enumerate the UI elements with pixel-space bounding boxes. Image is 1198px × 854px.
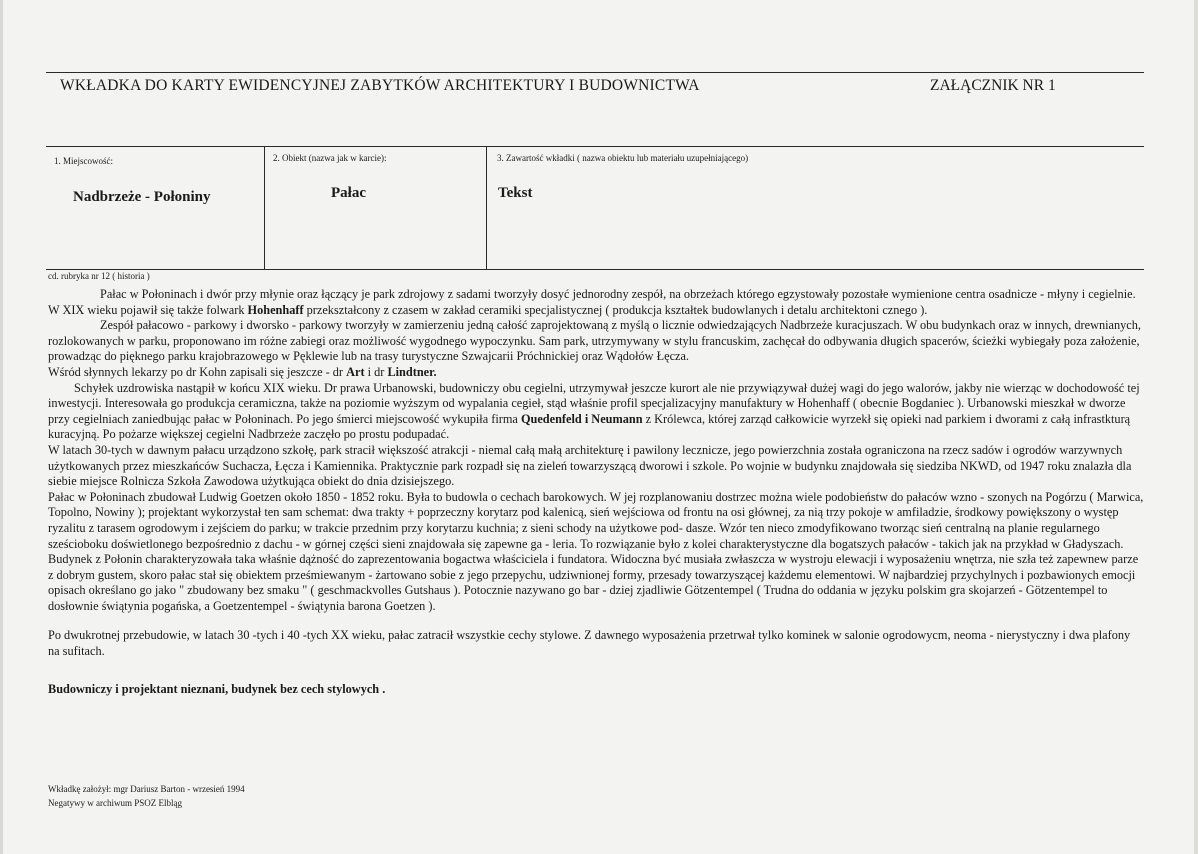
paragraph-1	[48, 287, 1144, 318]
paragraph-2: Zespół pałacowo - parkowy i dworsko - parkowy tworzyły w zamierzeniu jedną całość zaprojektowaną z myślą o licznie odwiedzających Nadbrzeże kuracjuszach. W obu budynkach oraz w innych, drewnianych, rozlokowanych w parku, proponowano im różne zabiegi oraz możliwość wygodnego wypoczynku. Sam park, utrzymywany w stylu francuskim, zachęcał do odbywania długich spacerów, ścieżki wybiegały poza założenie, prowadząc do pięknego parku krajobrazowego w Pęklewie lub na trasy turystyczne Szwajcarii Próchnickiej oraz Wądołów Łęcza.	[48, 318, 1141, 364]
form-header	[46, 72, 1144, 94]
object-label: 2. Obiekt (nazwa jak w karcie):	[273, 153, 387, 163]
rubric-note: cd. rubryka nr 12 ( historia )	[48, 271, 150, 281]
paragraph-4-bold: Quedenfeld i Neumann	[520, 411, 643, 426]
history-text	[48, 287, 1144, 697]
paragraph-4	[48, 381, 1144, 443]
paragraph-3-mid: i dr	[364, 364, 388, 379]
footer	[48, 783, 245, 810]
conclusion: Budowniczy i projektant nieznani, budynek bez cech stylowych .	[48, 681, 386, 696]
locality-value: Nadbrzeże - Połoniny	[73, 189, 211, 205]
locality-cell	[46, 147, 264, 269]
contents-label: 3. Zawartość wkładki ( nazwa obiektu lub materiału uzupełniającego)	[497, 153, 749, 163]
paragraph-3-bold-1: Art	[346, 364, 365, 379]
paragraph-4-text: Schyłek uzdrowiska nastąpił w końcu XIX wieku. Dr prawa Urbanowski, budowniczy obu cegielni, utrzymywał jeszcze kurort ale nie przywiązywał dużej wagi do jego walorów, jakby nie wierząc w dochodowość tej inwestycji. Interesowała go produkcja ceramiczna, także na poziomie wyższym od wypalania cegieł, stąd właśnie profil specjalizacyjny manufaktury w Hohenhaff ( obecnie Bogdaniec ). Urbanowski mieszkał w dworze przy cegielniach zaniedbując pałac w Połoninach. Po jego śmierci miejscowość wykupiła firma	[48, 380, 1140, 426]
paragraph-3-text: Wśród słynnych lekarzy po dr Kohn zapisali się jeszcze - dr	[48, 364, 347, 379]
object-value: Pałac	[331, 185, 366, 201]
paragraph-5: W latach 30-tych w dawnym pałacu urządzono szkołę, park stracił większość atrakcji - niemal całą małą architekturę i pawilony lecznicze, jego powierzchnia została ograniczona na rzecz sadów i ogrodów warzywnych użytkowanych przez mieszkańców Suchacza, Łęcza i Kamiennika. Praktycznie park rozpadł się na zieleń towarzyszącą dworowi i szkole. Po wojnie w budynku znajdowała się siedziba NKWD, od 1947 roku znalazła dla siebie miejsce Rolnicza Szkoła Zawodowa użytkująca obiekt do dnia dzisiejszego.	[48, 442, 1132, 489]
form-title: WKŁADKA DO KARTY EWIDENCYJNEJ ZABYTKÓW ARCHITEKTURY I BUDOWNICTWA	[60, 77, 700, 94]
negatives-note: Negatywy w archiwum PSOZ Elbląg	[48, 797, 182, 808]
contents-value: Tekst	[498, 185, 533, 201]
object-cell	[264, 147, 486, 269]
locality-label: 1. Miejscowość:	[54, 156, 113, 166]
paragraph-3-bold-2: Lindtner.	[387, 364, 437, 379]
paragraph-7: Budynek z Połonin charakteryzowała taka właśnie dążność do zaprezentowania bogactwa właściciela i fundatora. Widoczna być musiała zwłaszcza w wystroju elewacji i wyposażeniu wnętrza, nie szła też zapewnew parze z dobrym gustem, skoro pałac stał się obiektem prześmiewanym - żartowano sobie z jego przepychu, udziwnionej formy, przesady towarzyszącej każdemu elementowi. W najbardziej przychylnych i pozbawionych emocji opisach określano go jako " zbudowany bez smaku " ( geschmackvolles Gutshaus ). Potocznie nazywano go bar - dziej zjadliwie Götzentempel ( Trudna do oddania w języku polskim gra skojarzeń - Götzentempel to dosłownie świątynia pogańska, a Goetzentempel - świątynia barona Goetzen ).	[48, 552, 1139, 613]
paragraph-4-end: z Królewca, której zarząd całkowicie wyrzekł się opieki nad parkiem i dworami z całą infrastkturą kuracyjną. Po pożarze większej cegielni Nadbrzeże zaczęło po prostu podupadać.	[48, 411, 1131, 442]
paragraph-1-end: przekształcony z czasem w zakład ceramiki specjalistycznej ( produkcja kształtek budowlanych i detalu architektoni cznego ).	[303, 302, 928, 317]
paragraph-1-text: Pałac w Połoninach i dwór przy młynie oraz łączący je park zdrojowy z sadami tworzyły dosyć jednorodny zespół, na obrzeżach którego egzystowały pozostałe wymienione centra osadnicze - młyny i cegielnie. W XIX wieku pojawił się także folwark	[48, 287, 1136, 317]
paragraph-6: Pałac w Połoninach zbudował Ludwig Goetzen około 1850 - 1852 roku. Była to budowla o cechach barokowych. W jej rozplanowaniu dostrzec można wiele podobieństw do pałaców wzno - szonych na Pogórzu ( Marwica, Topolno, Nowiny ); projektant wykorzystał ten sam schemat: dwa trakty + poprzeczny korytarz pod kalenicą, sień wejściowa od frontu na osi głównej, za nią trzy pokoje w amfiladzie, środkowy powiększony o występ ryzalitu z tarasem ogrodowym i zejściem do parku; w trakcie przednim przy korytarzu kuchnia; z sieni schody na użytkowe pod- dasze. Wzór ten nieco zmodyfikowano tworząc sień centralną na planie regularnego sześcioboku doświetlonego bezpośrednio z dachu - w górnej części sieni znajdowała się zapewne ga - leria. To rozwiązanie było z kolei charakterystyczne dla bogatszych pałaców - takich jak na przykład w Gładyszach.	[48, 489, 1144, 551]
paragraph-1-bold: Hohenhaff	[247, 302, 304, 317]
annex-number: ZAŁĄCZNIK NR 1	[930, 77, 1056, 94]
contents-cell	[486, 147, 1144, 269]
paragraph-3	[48, 365, 1144, 381]
fields-table	[46, 146, 1144, 270]
author-note: Wkładkę założył: mgr Dariusz Barton - wrzesień 1994	[48, 784, 245, 794]
paragraph-8: Po dwukrotnej przebudowie, w latach 30 -tych i 40 -tych XX wieku, pałac zatracił wszystkie cechy stylowe. Z dawnego wyposażenia przetrwał tylko kominek w salonie ogrodowycm, neoma - nierystyczny i dwa plafony na sufitach.	[48, 628, 1131, 659]
